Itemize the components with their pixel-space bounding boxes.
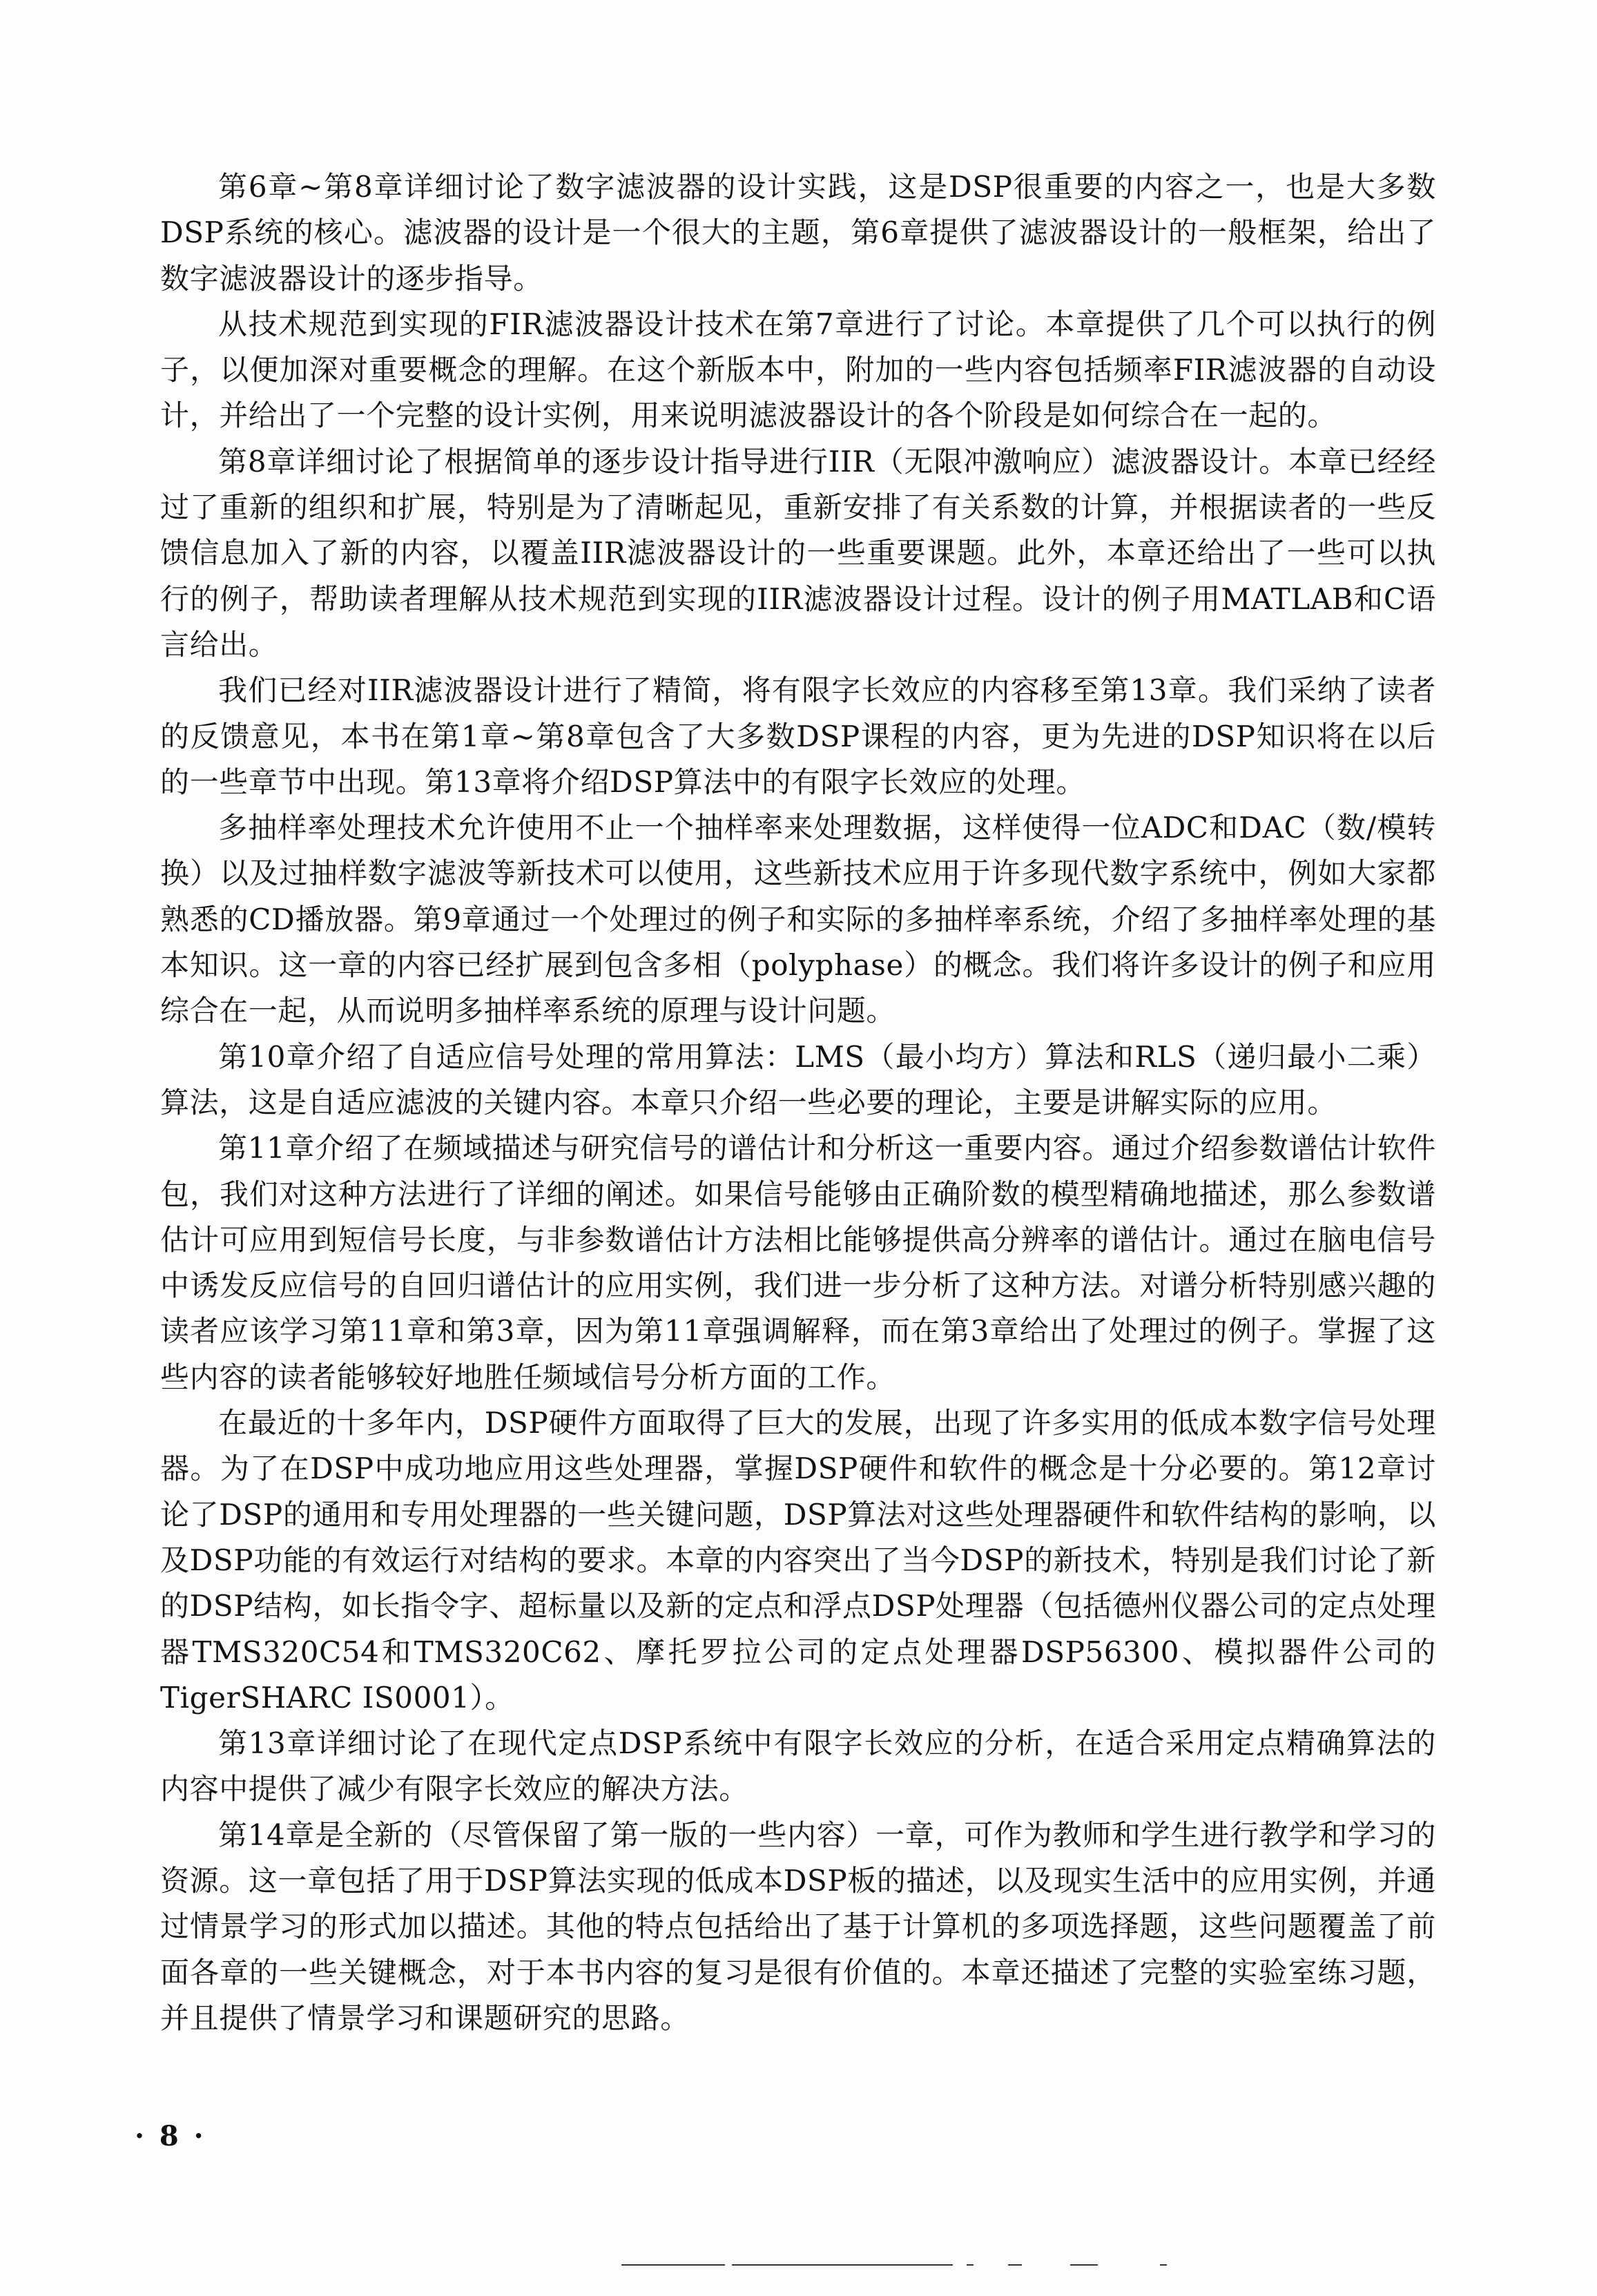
- paragraph-multirate: 多抽样率处理技术允许使用不止一个抽样率来处理数据，这样使得一位ADC和DAC（数/模转换）以及过抽样数字滤波等新技术可以使用，这些新技术应用于许多现代数字系统中，例如大家都熟悉的CD播放器。第9章通过一个处理过的例子和实际的多抽样率系统，介绍了多抽样率处理的基本知识。这一章的内容已经扩展到包含多相（polyphase）的概念。我们将许多设计的例子和应用综合在一起，从而说明多抽样率系统的原理与设计问题。: [160, 811, 1436, 1028]
- page-number: · 8 ·: [135, 2120, 206, 2152]
- paragraph-chapter-11-spectral: 第11章介绍了在频域描述与研究信号的谱估计和分析这一重要内容。通过介绍参数谱估计软件包，我们对这种方法进行了详细的阐述。如果信号能够由正确阶数的模型精确地描述，那么参数谱估计可应用到短信号长度，与非参数谱估计方法相比能够提供高分辨率的谱估计。通过在脑电信号中诱发反应信号的自回归谱估计的应用实例，我们进一步分析了这种方法。对谱分析特别感兴趣的读者应该学习第11章和第3章，因为第11章强调解释，而在第3章给出了处理过的例子。掌握了这些内容的读者能够较好地胜任频域信号分析方面的工作。: [160, 1131, 1436, 1394]
- paragraph-chapters-6-8: 第6章~第8章详细讨论了数字滤波器的设计实践，这是DSP很重要的内容之一，也是大多数DSP系统的核心。滤波器的设计是一个很大的主题，第6章提供了滤波器设计的一般框架，给出了数字滤波器设计的逐步指导。: [160, 170, 1436, 296]
- scan-artifact-line: [621, 2262, 1174, 2268]
- paragraph-chapter-12-hardware: 在最近的十多年内，DSP硬件方面取得了巨大的发展，出现了许多实用的低成本数字信号处理器。为了在DSP中成功地应用这些处理器，掌握DSP硬件和软件的概念是十分必要的。第12章讨论了DSP的通用和专用处理器的一些关键问题，DSP算法对这些处理器硬件和软件结构的影响，以及DSP功能的有效运行对结构的要求。本章的内容突出了当今DSP的新技术，特别是我们讨论了新的DSP结构，如长指令字、超标量以及新的定点和浮点DSP处理器（包括德州仪器公司的定点处理器TMS320C54和TMS320C62、摩托罗拉公司的定点处理器DSP56300、模拟器件公司的TigerSHARC IS0001）。: [160, 1406, 1436, 1715]
- paragraph-finite-wordlength: 我们已经对IIR滤波器设计进行了精简，将有限字长效应的内容移至第13章。我们采纳了读者的反馈意见，本书在第1章~第8章包含了大多数DSP课程的内容，更为先进的DSP知识将在以后的一些章节中出现。第13章将介绍DSP算法中的有限字长效应的处理。: [160, 673, 1436, 799]
- paragraph-chapter-7-fir: 从技术规范到实现的FIR滤波器设计技术在第7章进行了讨论。本章提供了几个可以执行的例子，以便加深对重要概念的理解。在这个新版本中，附加的一些内容包括频率FIR滤波器的自动设计，并给出了一个完整的设计实例，用来说明滤波器设计的各个阶段是如何综合在一起的。: [160, 307, 1436, 433]
- paragraph-chapter-14: 第14章是全新的（尽管保留了第一版的一些内容）一章，可作为教师和学生进行教学和学习的资源。这一章包括了用于DSP算法实现的低成本DSP板的描述，以及现实生活中的应用实例，并通过情景学习的形式加以描述。其他的特点包括给出了基于计算机的多项选择题，这些问题覆盖了前面各章的一些关键概念，对于本书内容的复习是很有价值的。本章还描述了完整的实验室练习题，并且提供了情景学习和课题研究的思路。: [160, 1817, 1436, 2035]
- paragraph-chapter-13: 第13章详细讨论了在现代定点DSP系统中有限字长效应的分析，在适合采用定点精确算法的内容中提供了减少有限字长效应的解决方法。: [160, 1726, 1436, 1806]
- paragraph-chapter-8-iir: 第8章详细讨论了根据简单的逐步设计指导进行IIR（无限冲激响应）滤波器设计。本章已经经过了重新的组织和扩展，特别是为了清晰起见，重新安排了有关系数的计算，并根据读者的一些反馈信息加入了新的内容，以覆盖IIR滤波器设计的一些重要课题。此外，本章还给出了一些可以执行的例子，帮助读者理解从技术规范到实现的IIR滤波器设计过程。设计的例子用MATLAB和C语言给出。: [160, 444, 1436, 662]
- body-text: [160, 164, 1436, 2041]
- paragraph-chapter-10-adaptive: 第10章介绍了自适应信号处理的常用算法：LMS（最小均方）算法和RLS（递归最小二乘）算法，这是自适应滤波的关键内容。本章只介绍一些必要的理论，主要是讲解实际的应用。: [160, 1039, 1436, 1119]
